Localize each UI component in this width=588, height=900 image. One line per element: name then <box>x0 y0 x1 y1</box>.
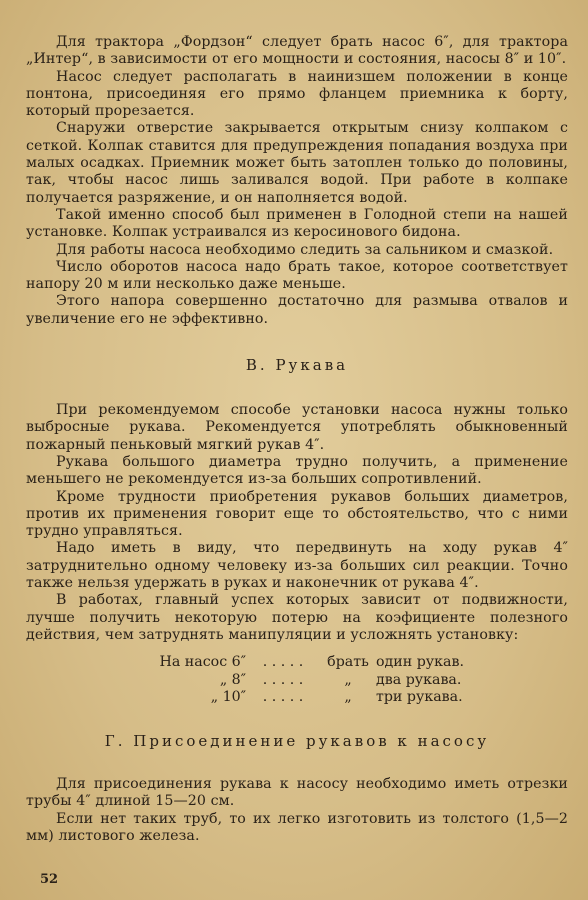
section-a <box>26 34 568 328</box>
hose-count: один рукав. <box>376 654 464 671</box>
leader-dots: . . . . . <box>262 654 304 671</box>
paragraph: При рекомендуемом способе установки насоса нужны только выбросные рукава. Рекомендуется употреблять обыкновенный пожарный пеньковый мягкий рукав 4″. <box>26 402 568 453</box>
paragraph: Снаружи отверстие закрывается открытым снизу колпаком с сеткой. Колпак ставится для предупреждения попадания воздуха при малых осадках. Приемник может быть затоплен только до половины, так, чтобы насос лишь заливался водой. При работе в колпаке получается разряжение, и он наполняется водой. <box>26 120 568 206</box>
paragraph: Насос следует располагать в наинизшем положении в конце понтона, присоединяя его прямо фланцем приемника к борту, который прорезается. <box>26 68 568 120</box>
paragraph: Такой именно способ был применен в Голодной степи на нашей установке. Колпак устраивался из керосинового бидона. <box>26 206 568 241</box>
page-number: 52 <box>40 872 59 887</box>
table-row <box>134 689 464 706</box>
paragraph: Надо иметь в виду, что передвинуть на ходу рукав 4″ затруднительно одному человеку из-за больших сил реакции. Точно также нельзя удержать в руках и наконечник от рукава 4″. <box>26 540 568 592</box>
hose-count: три рукава. <box>376 688 463 705</box>
verb: брать <box>327 654 369 671</box>
paragraph: Для трактора „Фордзон“ следует брать насос 6″, для трактора „Интер“, в зависимости от его мощности и состояния, насосы 8″ и 10″. <box>26 34 568 68</box>
pump-size: „ 10″ <box>210 688 246 705</box>
paragraph: Кроме трудности приобретения рукавов больших диаметров, против их применения говорит еще то обстоятельство, что с ними трудно управляться. <box>26 488 568 540</box>
leader-dots: . . . . . <box>262 688 304 705</box>
hose-count: два рукава. <box>376 671 462 688</box>
section-heading-hoses: В. Рукава <box>245 356 349 375</box>
section-b <box>26 402 568 706</box>
paragraph: Для присоединения рукава к насосу необходимо иметь отрезки трубы 4″ длиной 15—20 см. <box>26 776 568 810</box>
pump-hose-table <box>134 654 464 706</box>
pump-size: „ 8″ <box>219 671 246 688</box>
table-row <box>134 654 464 671</box>
pump-size: На насос 6″ <box>159 654 246 671</box>
section-heading-hose-connection: Г. Присоединение рукавов к насосу <box>104 732 490 751</box>
paragraph: В работах, главный успех которых зависит от подвижности, лучше получить некоторую потерю на коэфициенте полезного действия, чем затруднять манипуляции и усложнять установку: <box>26 592 568 643</box>
page-body <box>26 34 568 845</box>
paragraph: Для работы насоса необходимо следить за сальником и смазкой. <box>56 241 554 258</box>
verb: „ <box>344 671 352 688</box>
paragraph: Число оборотов насоса надо брать такое, которое соответствует напору 20 м или несколько даже меньше. <box>26 258 568 293</box>
paragraph: Рукава большого диаметра трудно получить, а применение меньшего не рекомендуется из-за больших сопротивлений. <box>26 453 568 488</box>
verb: „ <box>344 688 352 705</box>
section-g <box>26 776 568 845</box>
paragraph: Если нет таких труб, то их легко изготовить из толстого (1,5—2 мм) листового железа. <box>26 810 568 844</box>
table-row <box>134 672 464 689</box>
paragraph: Этого напора совершенно достаточно для размыва отвалов и увеличение его не эффективно. <box>26 293 568 327</box>
leader-dots: . . . . . <box>262 671 304 688</box>
